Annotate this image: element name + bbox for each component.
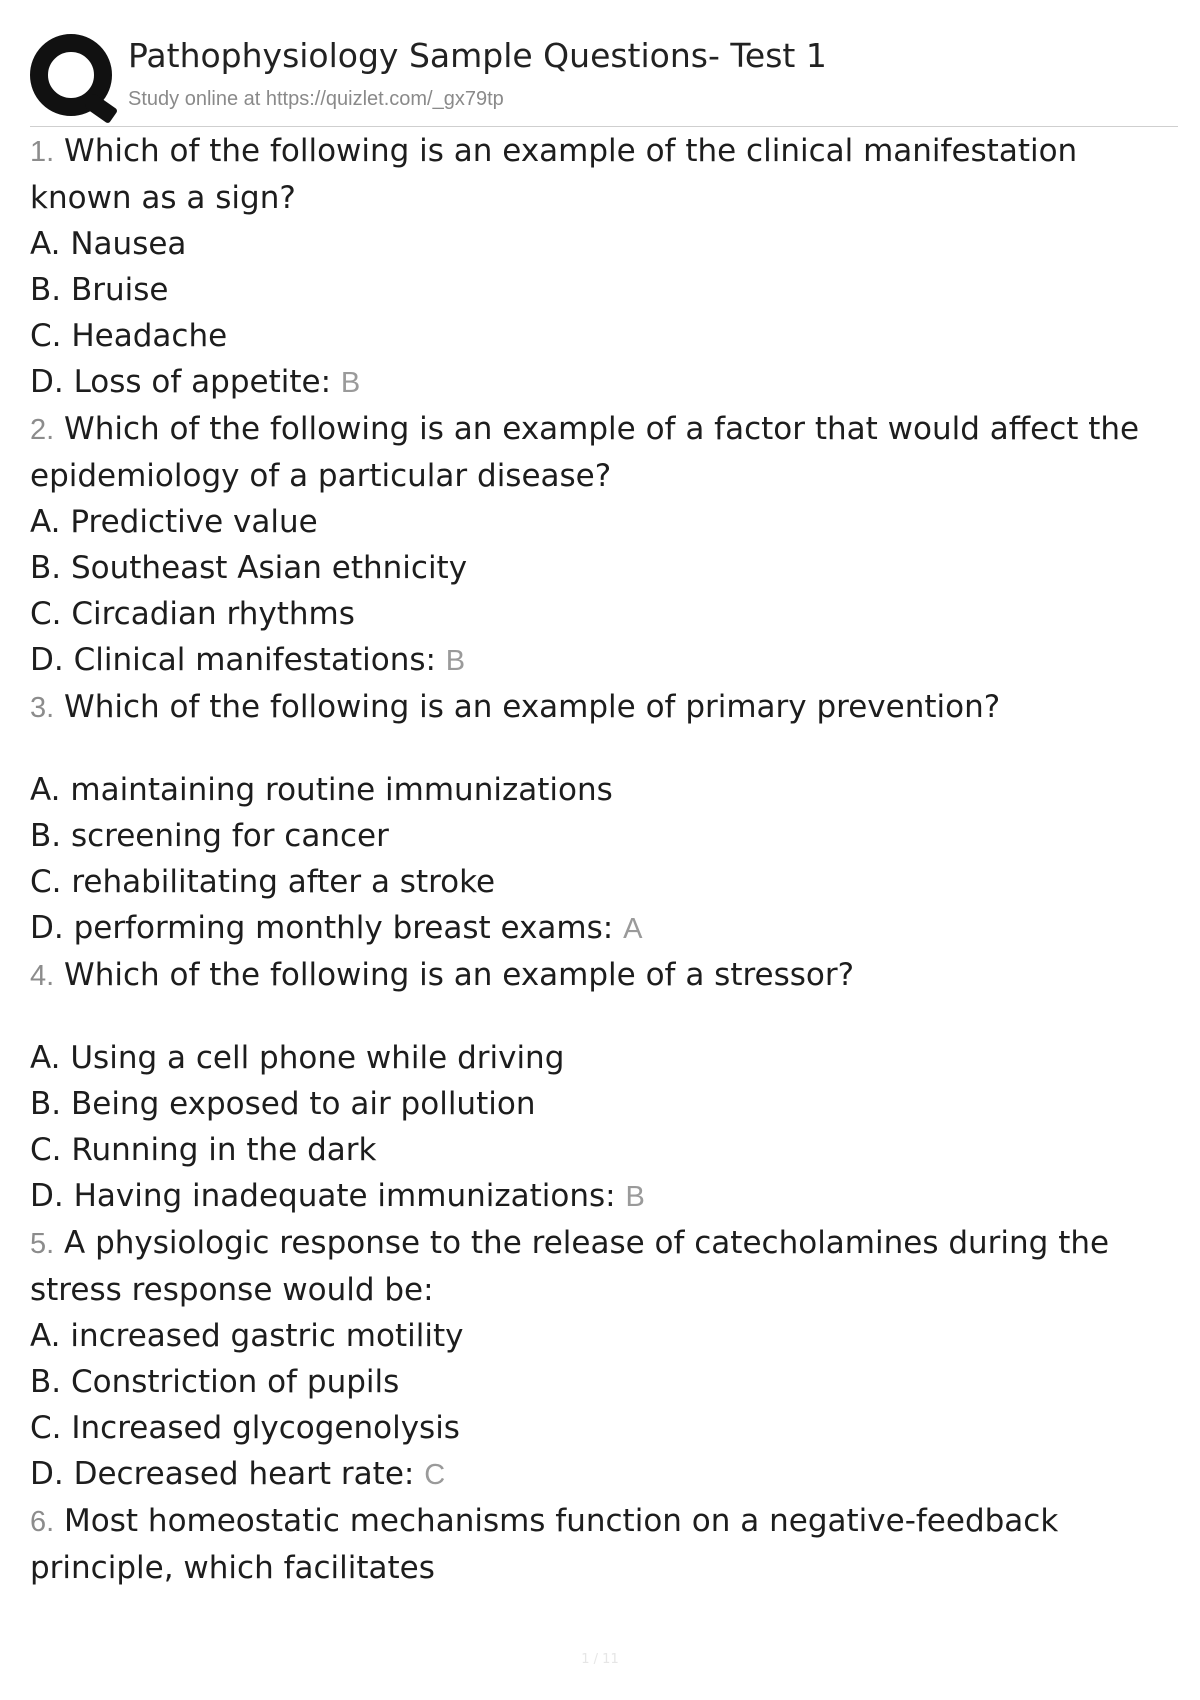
- question-1: [30, 128, 1182, 221]
- answer: B: [625, 1181, 645, 1213]
- question-text: A physiologic response to the release of catecholamines during the stress response would be:: [30, 1225, 1110, 1308]
- question-number: 6.: [30, 1506, 55, 1538]
- option-d: [30, 1451, 1182, 1498]
- question-6: [30, 1498, 1182, 1591]
- option-a: A. Nausea: [30, 226, 187, 262]
- option-d-text: D. performing monthly breast exams:: [30, 910, 614, 946]
- option-d-text: D. Decreased heart rate:: [30, 1456, 415, 1492]
- option-a: A. Using a cell phone while driving: [30, 1040, 565, 1076]
- document-title: Pathophysiology Sample Questions- Test 1: [128, 36, 827, 75]
- quizlet-logo-icon: [30, 34, 112, 116]
- option-c: C. rehabilitating after a stroke: [30, 864, 496, 900]
- option-d: [30, 359, 1182, 406]
- spacer: [30, 731, 1182, 767]
- option-c: C. Increased glycogenolysis: [30, 1410, 460, 1446]
- option-d-text: D. Loss of appetite:: [30, 364, 332, 400]
- spacer: [30, 999, 1182, 1035]
- question-text: Which of the following is an example of a factor that would affect the epidemiology of a particular disease?: [30, 411, 1140, 494]
- question-4: [30, 952, 1182, 999]
- option-d: [30, 637, 1182, 684]
- question-5: [30, 1220, 1182, 1313]
- page-number: 1 / 11: [581, 1652, 619, 1667]
- answer: A: [623, 913, 643, 945]
- answer: B: [445, 645, 466, 677]
- question-number: 5.: [30, 1228, 55, 1260]
- option-a: A. maintaining routine immunizations: [30, 772, 613, 808]
- option-b: B. Bruise: [30, 272, 169, 308]
- question-number: 2.: [30, 414, 55, 446]
- option-a: A. increased gastric motility: [30, 1318, 464, 1354]
- document-subtitle: Study online at https://quizlet.com/_gx79tp: [128, 88, 504, 110]
- option-b: B. Being exposed to air pollution: [30, 1086, 536, 1122]
- question-text: Most homeostatic mechanisms function on a negative-feedback principle, which facilitates: [30, 1503, 1059, 1586]
- question-text: Which of the following is an example of a stressor?: [64, 957, 855, 993]
- question-number: 1.: [30, 136, 55, 168]
- option-d-text: D. Clinical manifestations:: [30, 642, 436, 678]
- question-text: Which of the following is an example of primary prevention?: [64, 689, 1001, 725]
- question-number: 4.: [30, 960, 55, 992]
- option-b: B. Constriction of pupils: [30, 1364, 400, 1400]
- option-c: C. Circadian rhythms: [30, 596, 355, 632]
- option-a: A. Predictive value: [30, 504, 318, 540]
- question-list: [30, 128, 1182, 1591]
- document-header: [30, 30, 1178, 127]
- option-b: B. screening for cancer: [30, 818, 389, 854]
- question-2: [30, 406, 1182, 499]
- option-d: [30, 1173, 1182, 1220]
- option-d: [30, 905, 1182, 952]
- question-text: Which of the following is an example of the clinical manifestation known as a sign?: [30, 133, 1078, 216]
- answer: C: [424, 1459, 446, 1491]
- option-c: C. Running in the dark: [30, 1132, 377, 1168]
- option-d-text: D. Having inadequate immunizations:: [30, 1178, 616, 1214]
- option-b: B. Southeast Asian ethnicity: [30, 550, 468, 586]
- option-c: C. Headache: [30, 318, 228, 354]
- question-3: [30, 684, 1182, 731]
- question-number: 3.: [30, 692, 55, 724]
- answer: B: [340, 367, 361, 399]
